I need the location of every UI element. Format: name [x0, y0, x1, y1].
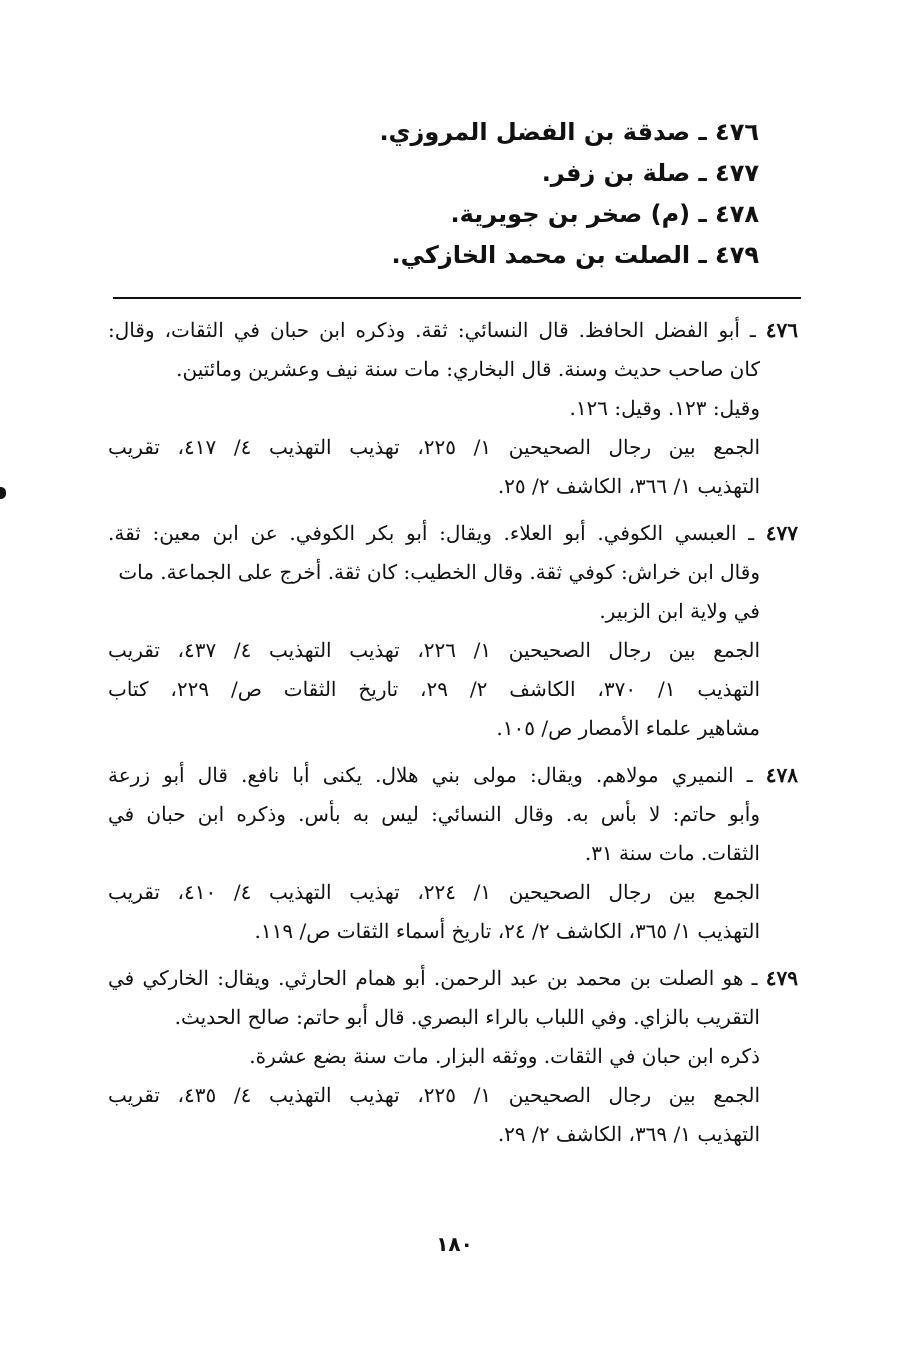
footnote-line — [108, 959, 798, 998]
footnote-line — [108, 311, 798, 350]
footnote-text: ـ النميري مولاهم. ويقال: مولى بني هلال. يكنى أبا نافع. قال أبو زرعة — [108, 763, 753, 787]
entry-title: ٤٧٦ ـ صدقة بن الفضل المروزي. — [379, 118, 759, 146]
reference-line: الجمع بين رجال الصحيحين ١/ ٢٢٥، تهذيب التهذيب ٤/ ٤٣٥، تقريب — [108, 1083, 760, 1107]
footnote-separator — [113, 297, 801, 299]
footnote-line — [108, 756, 798, 795]
reference-line: مشاهير علماء الأمصار ص/ ١٠٥. — [496, 716, 760, 740]
footnote-476 — [108, 311, 798, 506]
page-number: ١٨٠ — [436, 1232, 473, 1256]
footnote-number: ٤٧٦ — [765, 318, 798, 342]
footnote-line: ذكره ابن حبان في الثقات. ووثقه البزار. مات سنة بضع عشرة. — [249, 1044, 760, 1068]
reference-line: الجمع بين رجال الصحيحين ١/ ٢٢٥، تهذيب التهذيب ٤/ ٤١٧، تقريب — [108, 435, 760, 459]
footnote-number: ٤٧٩ — [765, 966, 798, 990]
footnote-line: كان صاحب حديث وسنة. قال البخاري: مات سنة نيف وعشرين ومائتين. — [176, 357, 760, 381]
footnote-line: التقريب بالزاي. وفي اللباب بالراء البصري. قال أبو حاتم: صالح الحديث. — [174, 1005, 760, 1029]
reference-line: الجمع بين رجال الصحيحين ١/ ٢٢٦، تهذيب التهذيب ٤/ ٤٣٧، تقريب — [108, 638, 760, 662]
footnote-line: وقال ابن خراش: كوفي ثقة. وقال الخطيب: كان ثقة. أخرج على الجماعة. مات — [118, 560, 760, 584]
footnote-number: ٤٧٨ — [765, 763, 798, 787]
footnotes — [108, 311, 798, 1162]
scan-edge-mark — [0, 487, 6, 499]
entry-title: ٤٧٨ ـ (م) صخر بن جويرية. — [450, 200, 759, 228]
footnote-477 — [108, 514, 798, 748]
reference-line: التهذيب ١/ ٣٦٦، الكاشف ٢/ ٢٥. — [497, 474, 760, 498]
footnote-line: الثقات. مات سنة ٣١. — [584, 841, 760, 865]
reference-line: الجمع بين رجال الصحيحين ١/ ٢٢٤، تهذيب التهذيب ٤/ ٤١٠، تقريب — [108, 880, 760, 904]
reference-line: التهذيب ١/ ٣٦٩، الكاشف ٢/ ٢٩. — [497, 1122, 760, 1146]
footnote-479 — [108, 959, 798, 1154]
entry-title: ٤٧٧ ـ صلة بن زفر. — [541, 159, 759, 187]
reference-line: التهذيب ١/ ٣٦٥، الكاشف ٢/ ٢٤، تاريخ أسماء الثقات ص/ ١١٩. — [254, 919, 760, 943]
footnote-line: في ولاية ابن الزبير. — [599, 599, 760, 623]
entry-title: ٤٧٩ ـ الصلت بن محمد الخازكي. — [391, 241, 759, 269]
footnote-text: ـ هو الصلت بن محمد بن عبد الرحمن. أبو همام الحارثي. ويقال: الخاركي في — [108, 966, 758, 990]
footnote-478 — [108, 756, 798, 951]
reference-line: التهذيب ١/ ٣٧٠، الكاشف ٢/ ٢٩، تاريخ الثقات ص/ ٢٢٩، كتاب — [108, 677, 760, 701]
footnote-text: ـ العبسي الكوفي. أبو العلاء. ويقال: أبو بكر الكوفي. عن ابن معين: ثقة. — [108, 521, 755, 545]
footnote-line: وأبو حاتم: لا بأس به. وقال النسائي: ليس به بأس. وذكره ابن حبان في — [108, 802, 760, 826]
footnote-number: ٤٧٧ — [765, 521, 798, 545]
footnote-line — [108, 514, 798, 553]
footnote-text: ـ أبو الفضل الحافظ. قال النسائي: ثقة. وذكره ابن حبان في الثقات، وقال: — [108, 318, 756, 342]
entry-list — [119, 112, 759, 276]
footnote-line: وقيل: ١٢٣. وقيل: ١٢٦. — [569, 396, 760, 420]
